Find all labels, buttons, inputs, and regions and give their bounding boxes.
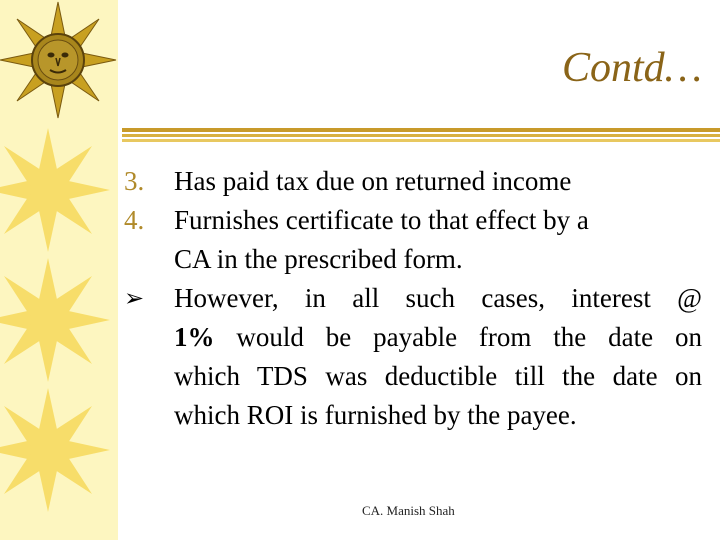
- item-number: 4.: [124, 205, 145, 235]
- title-underline: [122, 128, 720, 144]
- interest-rate: 1%: [174, 322, 215, 352]
- bullet-line: However, in all such cases, interest @: [174, 283, 702, 313]
- sun-face-icon: [0, 2, 116, 118]
- bullet-line-rest: would be payable from the date on: [214, 322, 702, 352]
- bullet-item: [124, 279, 702, 435]
- item-text: CA in the prescribed form.: [174, 244, 463, 274]
- item-text: Has paid tax due on returned income: [174, 166, 572, 196]
- list-item: [124, 162, 702, 201]
- bullet-line: which TDS was deductible till the date on: [174, 361, 702, 391]
- slide-footer: CA. Manish Shah: [362, 503, 455, 518]
- sun-decoration: [0, 0, 118, 540]
- item-number: 3.: [124, 166, 145, 196]
- arrow-right-icon: ➢: [124, 284, 145, 312]
- content-list: [124, 162, 702, 435]
- slide-title: Contd…: [561, 45, 702, 91]
- item-text: Furnishes certificate to that effect by a: [174, 205, 589, 235]
- bullet-line: which ROI is furnished by the payee.: [174, 400, 577, 430]
- bullet-line: [174, 318, 702, 357]
- list-item: [124, 201, 702, 279]
